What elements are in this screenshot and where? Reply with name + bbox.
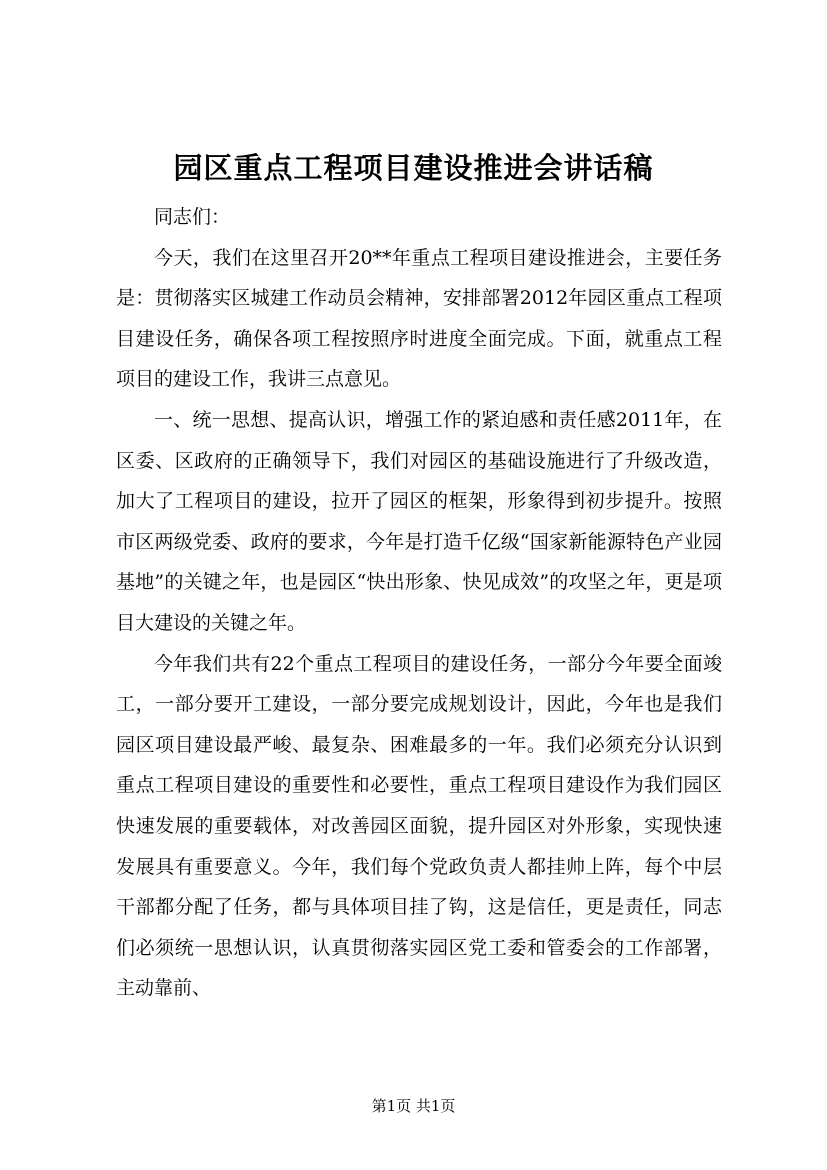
intro-paragraph: 今天，我们在这里召开20**年重点工程项目建设推进会，主要任务是：贯彻落实区城建工作动员会精神，安排部署2012年园区重点工程项目建设任务，确保各项工程按照序时进度全面完成。下面，就重点工程项目的建设工作，我讲三点意见。 bbox=[116, 246, 722, 391]
salutation-paragraph: 同志们： bbox=[154, 206, 231, 228]
page-number-footer: 第1页 共1页 bbox=[371, 1097, 456, 1115]
section-one-paragraph: 一、统一思想、提高认识，增强工作的紧迫感和责任感2011年，在区委、区政府的正确领导下，我们对园区的基础设施进行了升级改造，加大了工程项目的建设，拉开了园区的框架，形象得到初步提升。按照市区两级党委、政府的要求，今年是打造千亿级“国家新能源特色产业园基地”的关键之年，也是园区“快出形象、快见成效”的攻坚之年，更是项目大建设的关键之年。 bbox=[116, 408, 722, 634]
document-title: 园区重点工程项目建设推进会讲话稿 bbox=[173, 151, 654, 185]
projects-paragraph: 今年我们共有22个重点工程项目的建设任务，一部分今年要全面竣工，一部分要开工建设，一部分要完成规划设计，因此，今年也是我们园区项目建设最严峻、最复杂、困难最多的一年。我们必须充分认识到重点工程项目建设的重要性和必要性，重点工程项目建设作为我们园区快速发展的重要载体，对改善园区面貌，提升园区对外形象，实现快速发展具有重要意义。今年，我们每个党政负责人都挂帅上阵，每个中层干部都分配了任务，都与具体项目挂了钩，这是信任，更是责任，同志们必须统一思想认识，认真贯彻落实园区党工委和管委会的工作部署，主动靠前、 bbox=[116, 652, 722, 1000]
document-body bbox=[116, 197, 722, 1009]
